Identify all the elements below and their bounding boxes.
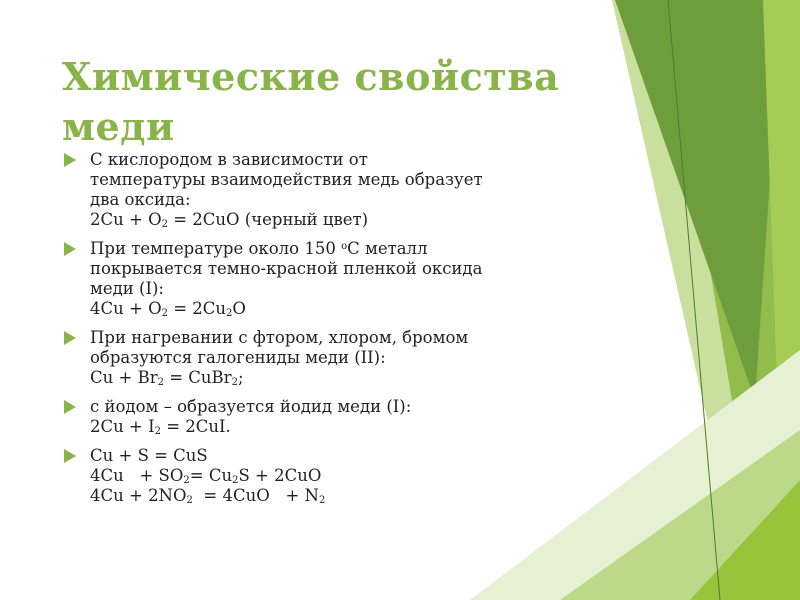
list-item xyxy=(62,239,622,319)
item-text-line: образуются галогениды меди (II): xyxy=(90,348,386,367)
chemical-equation: $2Cu + O_2 = 2CuO$ (черный цвет) xyxy=(90,210,369,230)
item-text-line: При нагревании с фтором, хлором, бромом xyxy=(90,328,469,347)
bullet-list xyxy=(62,150,622,515)
triangle-bullet-icon xyxy=(64,331,76,345)
list-item xyxy=(62,446,622,506)
triangle-bullet-icon xyxy=(64,242,76,256)
chemical-equation: $4Cu + O_2 = 2Cu_2O$ xyxy=(90,299,246,319)
item-text-line: При температуре около 150 $^о$С металл xyxy=(90,239,428,258)
degree-sign: о xyxy=(341,241,348,252)
chemical-equation: $4Cu + 2NO_2 = 4CuO + N_2$ xyxy=(90,486,326,506)
triangle-bullet-icon xyxy=(64,400,76,414)
item-text-line: с йодом – образуется йодид меди (I): xyxy=(90,397,412,416)
chemical-equation: $Cu + Br_2$ = CuBr$_2$; xyxy=(90,368,244,388)
item-text-line: температуры взаимодействия медь образует xyxy=(90,170,483,189)
chemical-equation: $2Cu + I_2 = 2CuI$. xyxy=(90,417,231,437)
triangle-bullet-icon xyxy=(64,153,76,167)
list-item xyxy=(62,150,622,230)
list-item xyxy=(62,397,622,437)
chemical-equation: $4Cu + SO_2= Cu_2S + 2CuO$ xyxy=(90,466,322,486)
triangle-bullet-icon xyxy=(64,449,76,463)
list-item xyxy=(62,328,622,388)
item-text-line: меди (I): xyxy=(90,279,164,298)
slide-title-line-1: Химические свойства xyxy=(62,54,560,99)
item-text-line: покрывается темно-красной пленкой оксида xyxy=(90,259,483,278)
item-text-line: два оксида: xyxy=(90,190,191,209)
slide-title xyxy=(62,52,602,152)
slide-title-line-2: меди xyxy=(62,104,175,149)
item-text-line: С кислородом в зависимости от xyxy=(90,150,368,169)
chemical-equation: Cu + S = CuS xyxy=(90,446,208,465)
